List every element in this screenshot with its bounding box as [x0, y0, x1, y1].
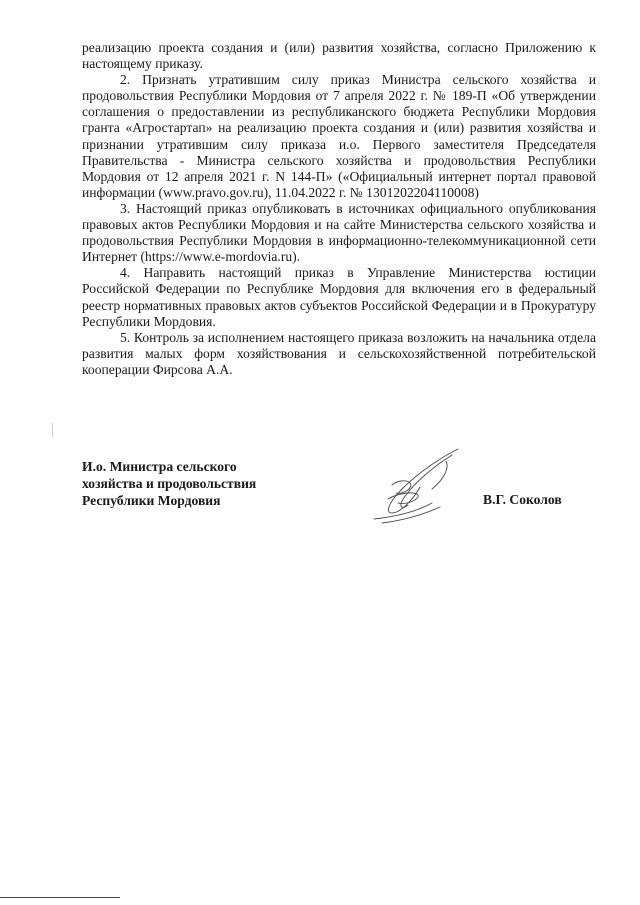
- paragraph-5: 5. Контроль за исполнением настоящего приказа возложить на начальника отдела развития малых форм хозяйствования и сельскохозяйственной потребительской кооперации Фирсова А.А.: [82, 329, 596, 377]
- paragraph-2: 2. Признать утратившим силу приказ Министра сельского хозяйства и продовольствия Республики Мордовия от 7 апреля 2022 г. № 189-П «Об утверждении соглашения о предоставлении из республиканского бюджета Республики Мордовия гранта «Агростартап» на реализацию проекта создания и (или) развития хозяйства и признании утратившим силу приказа и.о. Первого заместителя Председателя Правительства - Министра сельского хозяйства и продовольствия Республики Мордовия от 12 апреля 2021 г. N 144-П» («Официальный интернет портал правовой информации (www.pravo.gov.ru), 11.04.2022 г. № 1301202204110008): [82, 72, 596, 200]
- signatory-position: [82, 458, 256, 509]
- bottom-rule: [0, 897, 120, 898]
- handwritten-signature: [362, 443, 472, 529]
- paragraph-continuation: реализацию проекта создания и (или) развития хозяйства, согласно Приложению к настоящему приказу.: [82, 40, 596, 72]
- document-body: [82, 40, 596, 378]
- position-line-2: хозяйства и продовольствия: [82, 476, 257, 491]
- paragraph-4: 4. Направить настоящий приказ в Управление Министерства юстиции Российской Федерации по Республике Мордовия для включения его в федеральный реестр нормативных правовых актов субъектов Российской Федерации и в Прокуратуру Республики Мордовия.: [82, 265, 596, 329]
- signer-name: В.Г. Соколов: [483, 492, 562, 507]
- position-line-3: Республики Мордовия: [82, 493, 221, 508]
- margin-mark: [52, 423, 53, 437]
- position-line-1: И.о. Министра сельского: [82, 459, 237, 474]
- paragraph-3: 3. Настоящий приказ опубликовать в источниках официального опубликования правовых актов Республики Мордовия и на сайте Министерства сельского хозяйства и продовольствия Республики Мордовия в информационно-телекоммуникационной сети Интернет (https://www.e-mordovia.ru).: [82, 200, 596, 265]
